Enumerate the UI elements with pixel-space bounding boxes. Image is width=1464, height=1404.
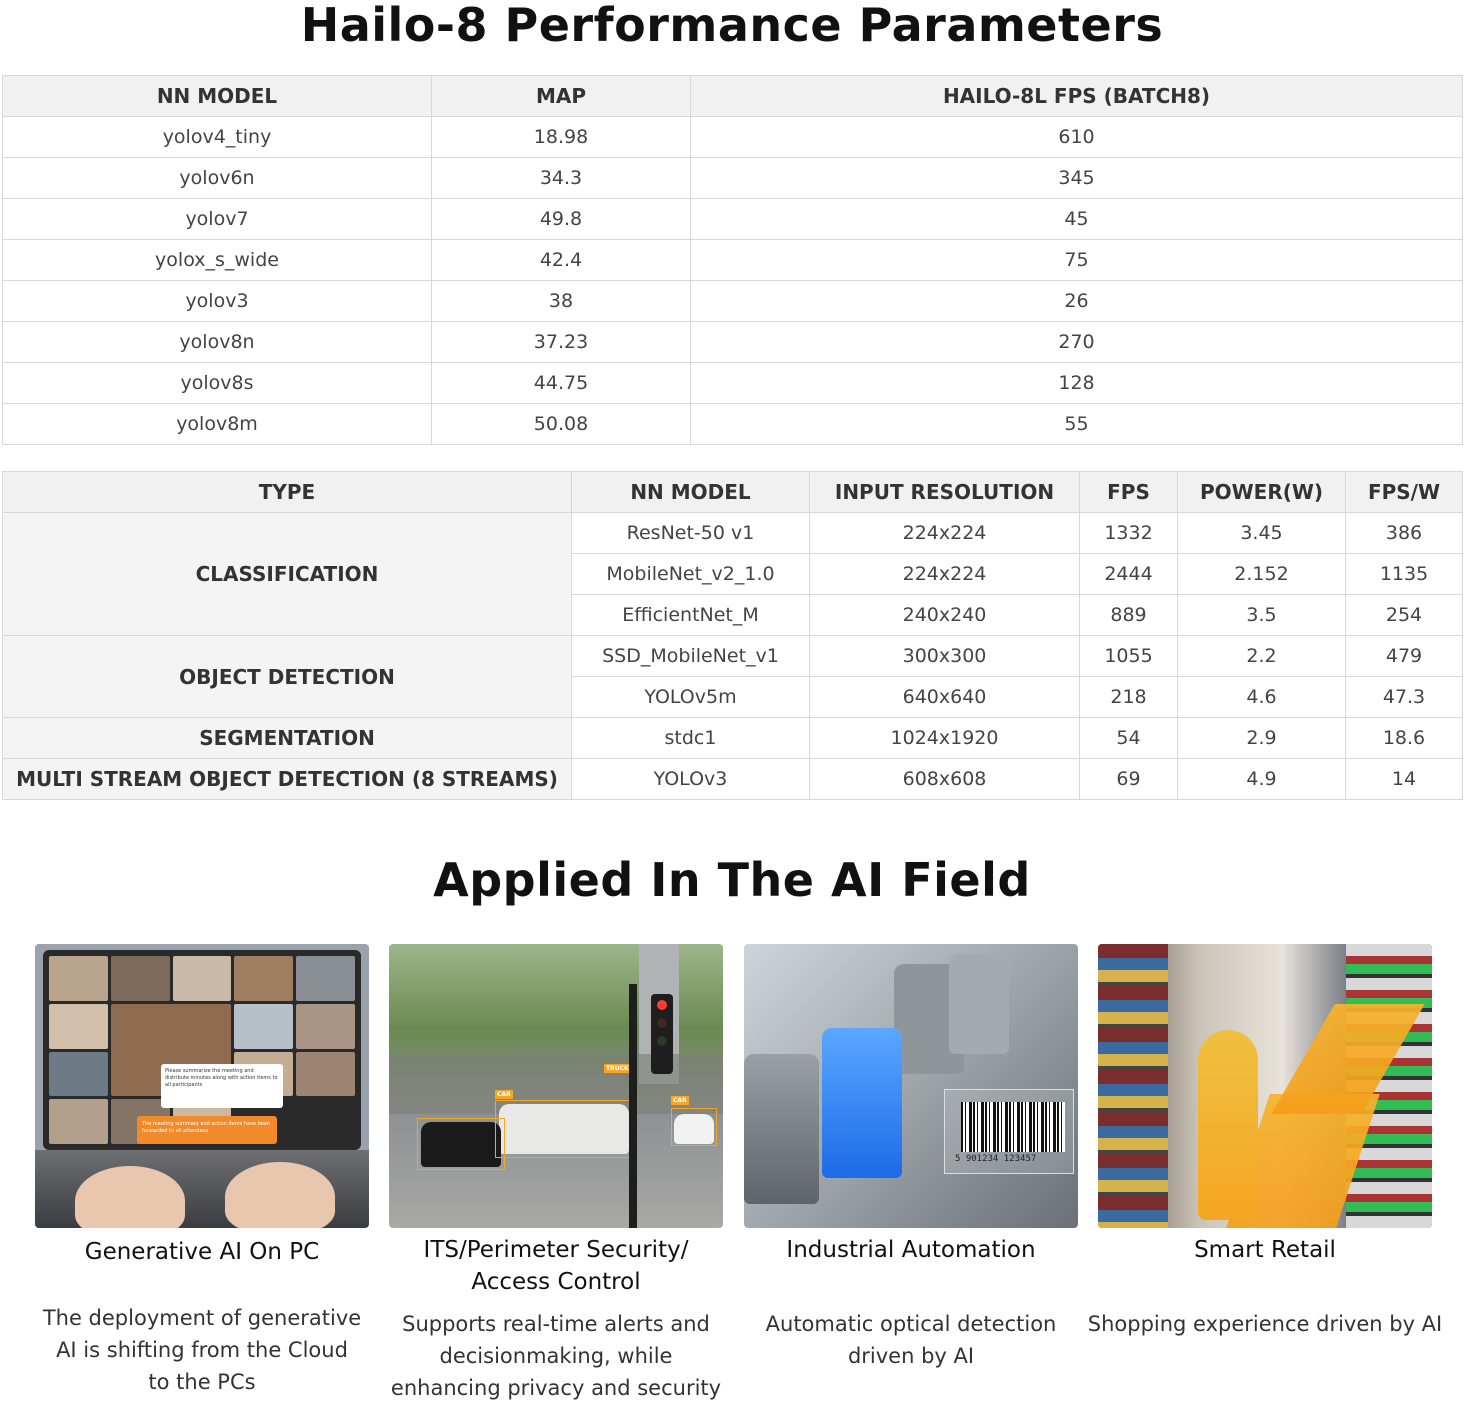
table-row <box>3 636 1463 677</box>
vial-barcode-image <box>744 944 1078 1228</box>
table-row <box>3 322 1463 363</box>
table-cell: 2.9 <box>1178 718 1346 759</box>
table-row <box>3 513 1463 554</box>
table-cell: yolox_s_wide <box>3 240 432 281</box>
card-title: Generative AI On PC <box>84 1239 320 1265</box>
table-cell: 18.6 <box>1346 718 1463 759</box>
card-industrial-automation <box>744 944 1078 1368</box>
table-cell: 640x640 <box>810 677 1080 718</box>
table-row <box>3 240 1463 281</box>
card-title: Industrial Automation <box>786 1237 1036 1263</box>
table-cell: 300x300 <box>810 636 1080 677</box>
column-header: FPS <box>1080 472 1178 513</box>
column-header: FPS/W <box>1346 472 1463 513</box>
table-cell: 224x224 <box>810 513 1080 554</box>
table-cell: stdc1 <box>572 718 810 759</box>
performance-table <box>2 75 1463 445</box>
table-cell: yolov7 <box>3 199 432 240</box>
table-cell: 55 <box>691 404 1463 445</box>
table-cell: 49.8 <box>432 199 691 240</box>
table-row <box>3 718 1463 759</box>
table-row <box>3 281 1463 322</box>
table-cell: 2.2 <box>1178 636 1346 677</box>
column-header: TYPE <box>3 472 572 513</box>
table-cell: 4.9 <box>1178 759 1346 800</box>
card-description: Supports real-time alerts and decisionmaking, while enhancing privacy and security <box>390 1312 722 1400</box>
table-cell: 254 <box>1346 595 1463 636</box>
card-its-security <box>389 944 723 1400</box>
table-cell: 889 <box>1080 595 1178 636</box>
table-cell: 608x608 <box>810 759 1080 800</box>
column-header: POWER(W) <box>1178 472 1346 513</box>
card-generative-ai <box>35 944 369 1394</box>
chat-bubble: Please summarize the meeting and distribute minutes along with action items to all participants <box>161 1064 283 1108</box>
table-cell: 18.98 <box>432 117 691 158</box>
table-cell: yolov8s <box>3 363 432 404</box>
table-cell: EfficientNet_M <box>572 595 810 636</box>
table-row <box>3 117 1463 158</box>
table-row <box>3 363 1463 404</box>
table-cell: 69 <box>1080 759 1178 800</box>
barcode <box>944 1089 1074 1174</box>
card-smart-retail <box>1087 944 1443 1336</box>
column-header: NN MODEL <box>572 472 810 513</box>
table-cell: 14 <box>1346 759 1463 800</box>
card-description: Shopping experience driven by AI <box>1087 1312 1443 1336</box>
table-cell: 26 <box>691 281 1463 322</box>
table-cell: 386 <box>1346 513 1463 554</box>
table-cell: 3.5 <box>1178 595 1346 636</box>
table-cell: yolov3 <box>3 281 432 322</box>
table-cell: yolov8n <box>3 322 432 363</box>
card-description: The deployment of generative AI is shifting from the Cloud to the PCs <box>42 1306 362 1394</box>
table-cell: 1055 <box>1080 636 1178 677</box>
table-row <box>3 759 1463 800</box>
table-cell: 2.152 <box>1178 554 1346 595</box>
table-cell: 47.3 <box>1346 677 1463 718</box>
laptop-video-call-image <box>35 944 369 1228</box>
detection-label: TRUCK <box>606 1065 629 1072</box>
table-cell: 345 <box>691 158 1463 199</box>
table-row <box>3 199 1463 240</box>
table-cell: 240x240 <box>810 595 1080 636</box>
table-cell: 224x224 <box>810 554 1080 595</box>
table-cell: 128 <box>691 363 1463 404</box>
table-cell: 45 <box>691 199 1463 240</box>
barcode-number: 5 901234 123457 <box>955 1154 1037 1164</box>
table-cell: 4.6 <box>1178 677 1346 718</box>
section-title: Applied In The AI Field <box>433 853 1031 907</box>
reply-bubble: The meeting summary and action items have been forwarded to all attendees <box>137 1116 277 1144</box>
table-cell: 50.08 <box>432 404 691 445</box>
detection-label: CAR <box>673 1097 687 1104</box>
type-cell: CLASSIFICATION <box>3 513 572 636</box>
table-cell: 44.75 <box>432 363 691 404</box>
table-cell: yolov6n <box>3 158 432 199</box>
table-cell: yolov4_tiny <box>3 117 432 158</box>
spec-table <box>2 471 1463 800</box>
column-header: MAP <box>432 76 691 117</box>
retail-store-image <box>1098 944 1432 1228</box>
table-cell: 38 <box>432 281 691 322</box>
column-header: INPUT RESOLUTION <box>810 472 1080 513</box>
table-cell: 3.45 <box>1178 513 1346 554</box>
table-cell: 75 <box>691 240 1463 281</box>
column-header: NN MODEL <box>3 76 432 117</box>
page-title: Hailo-8 Performance Parameters <box>300 0 1164 52</box>
table-cell: 34.3 <box>432 158 691 199</box>
type-cell: MULTI STREAM OBJECT DETECTION (8 STREAMS) <box>3 759 572 800</box>
table-row <box>3 404 1463 445</box>
table-cell: YOLOv5m <box>572 677 810 718</box>
table-cell: 2444 <box>1080 554 1178 595</box>
detection-label: CAR <box>497 1091 511 1098</box>
table-cell: MobileNet_v2_1.0 <box>572 554 810 595</box>
table-cell: 1135 <box>1346 554 1463 595</box>
table-cell: 610 <box>691 117 1463 158</box>
card-title: Smart Retail <box>1194 1237 1336 1263</box>
type-cell: OBJECT DETECTION <box>3 636 572 718</box>
card-title: ITS/Perimeter Security/ Access Control <box>423 1237 689 1295</box>
table-cell: 270 <box>691 322 1463 363</box>
card-description: Automatic optical detection driven by AI <box>765 1312 1057 1368</box>
column-header: HAILO-8L FPS (BATCH8) <box>691 76 1463 117</box>
table-cell: 54 <box>1080 718 1178 759</box>
table-cell: SSD_MobileNet_v1 <box>572 636 810 677</box>
table-cell: 1024x1920 <box>810 718 1080 759</box>
table-cell: YOLOv3 <box>572 759 810 800</box>
table-row <box>3 158 1463 199</box>
table-cell: 1332 <box>1080 513 1178 554</box>
table-cell: yolov8m <box>3 404 432 445</box>
type-cell: SEGMENTATION <box>3 718 572 759</box>
table-header-row <box>3 76 1463 117</box>
table-cell: 218 <box>1080 677 1178 718</box>
table-cell: 37.23 <box>432 322 691 363</box>
table-cell: 479 <box>1346 636 1463 677</box>
table-cell: ResNet-50 v1 <box>572 513 810 554</box>
street-detection-image <box>389 944 723 1228</box>
table-cell: 42.4 <box>432 240 691 281</box>
table-header-row <box>3 472 1463 513</box>
